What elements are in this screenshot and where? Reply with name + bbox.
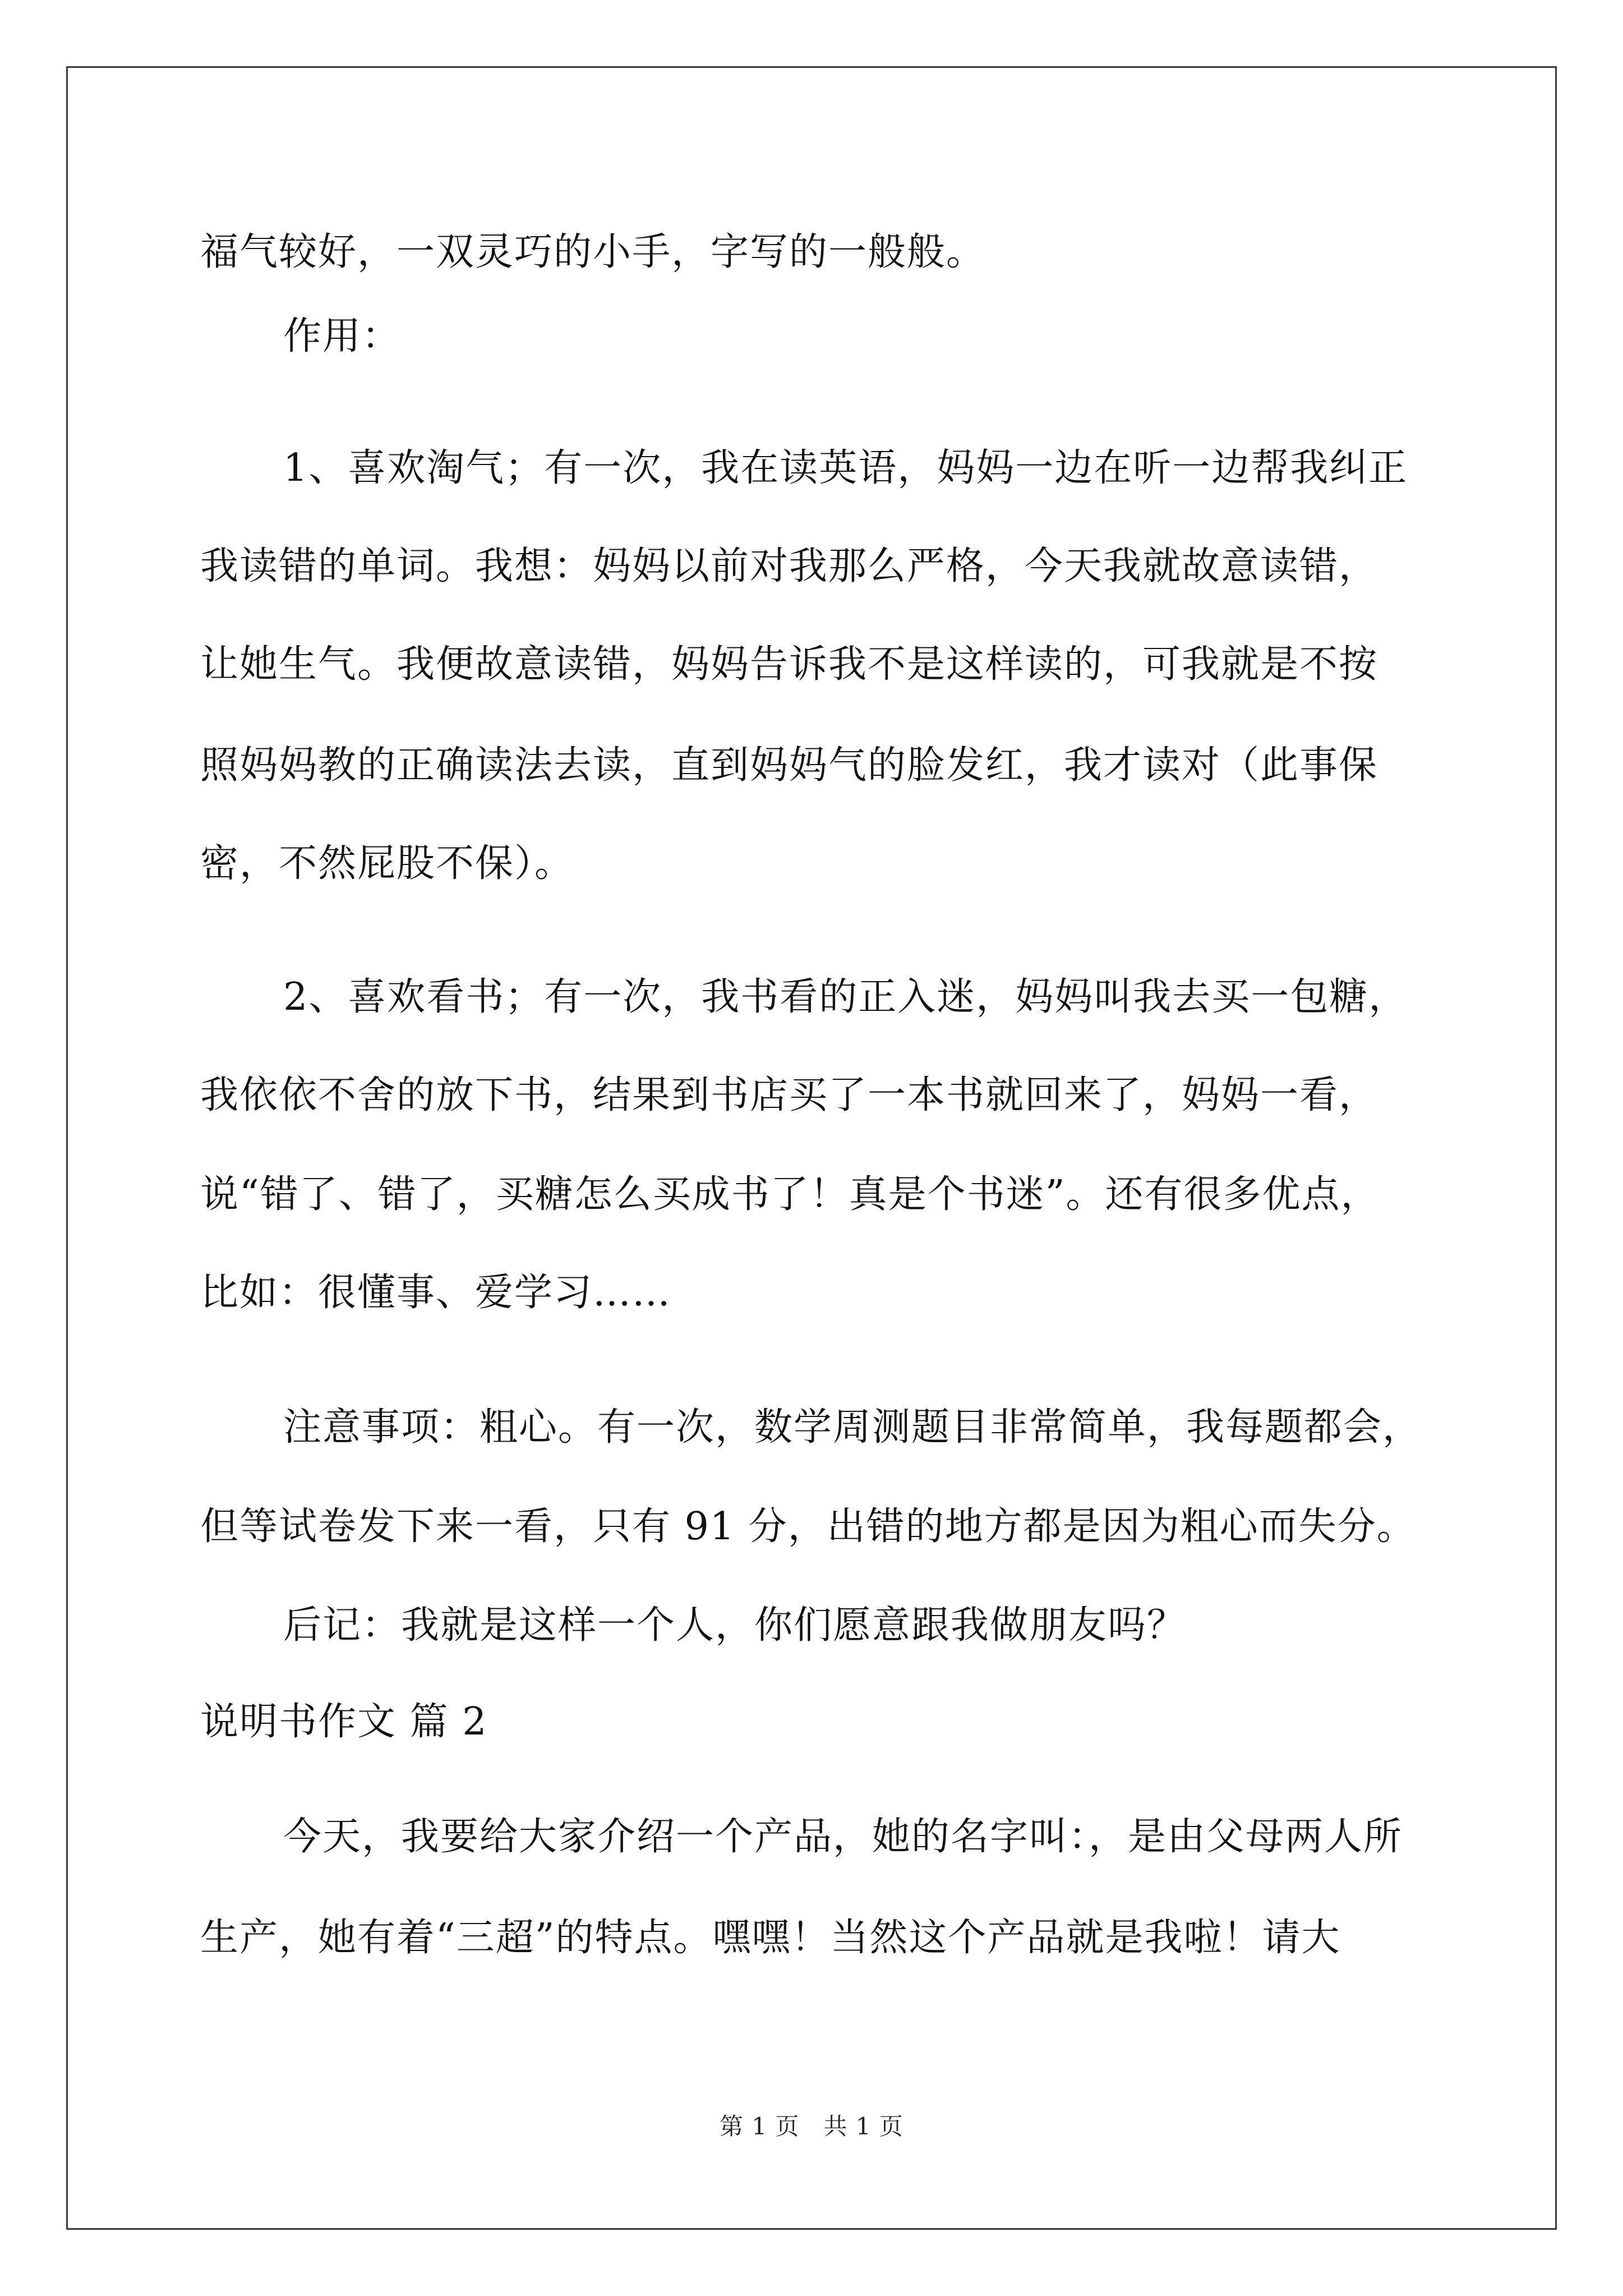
text-line: 作用： bbox=[283, 314, 402, 358]
text-line: 比如：很懂事、爱学习…… bbox=[200, 1271, 672, 1315]
text-line: 我读错的单词。我想：妈妈以前对我那么严格，今天我就故意读错， bbox=[200, 544, 1378, 588]
text-line: 后记：我就是这样一个人，你们愿意跟我做朋友吗？ bbox=[283, 1603, 1187, 1648]
text-line: 生产，她有着“三超”的特点。嘿嘿！当然这个产品就是我啦！请大 bbox=[200, 1916, 1341, 1960]
section-heading: 说明书作文 篇 2 bbox=[200, 1700, 488, 1744]
text-line: 今天，我要给大家介绍一个产品，她的名字叫：，是由父母两人所 bbox=[283, 1815, 1403, 1859]
text-line: 说“错了、错了，买糖怎么买成书了！真是个书迷”。还有很多优点， bbox=[200, 1172, 1380, 1217]
text-line: 但等试卷发下来一看，只有 91 分，出错的地方都是因为粗心而失分。 bbox=[200, 1504, 1416, 1549]
page-number-footer: 第 1 页 共 1 页 bbox=[720, 2113, 903, 2140]
text-line: 我依依不舍的放下书，结果到书店买了一本书就回来了，妈妈一看， bbox=[200, 1073, 1378, 1117]
text-line: 注意事项：粗心。有一次，数学周测题目非常简单，我每题都会， bbox=[283, 1405, 1422, 1450]
page-border bbox=[66, 66, 1557, 2230]
text-line: 1、喜欢淘气；有一次，我在读英语，妈妈一边在听一边帮我纠正 bbox=[283, 446, 1408, 490]
text-line: 福气较好，一双灵巧的小手，字写的一般般。 bbox=[200, 230, 986, 274]
text-line: 照妈妈教的正确读法去读，直到妈妈气的脸发红，我才读对（此事保 bbox=[200, 743, 1378, 788]
text-line: 2、喜欢看书；有一次，我书看的正入迷，妈妈叫我去买一包糖， bbox=[283, 975, 1408, 1019]
text-line: 让她生气。我便故意读错，妈妈告诉我不是这样读的，可我就是不按 bbox=[200, 642, 1378, 687]
text-line: 密，不然屁股不保）。 bbox=[200, 841, 574, 886]
